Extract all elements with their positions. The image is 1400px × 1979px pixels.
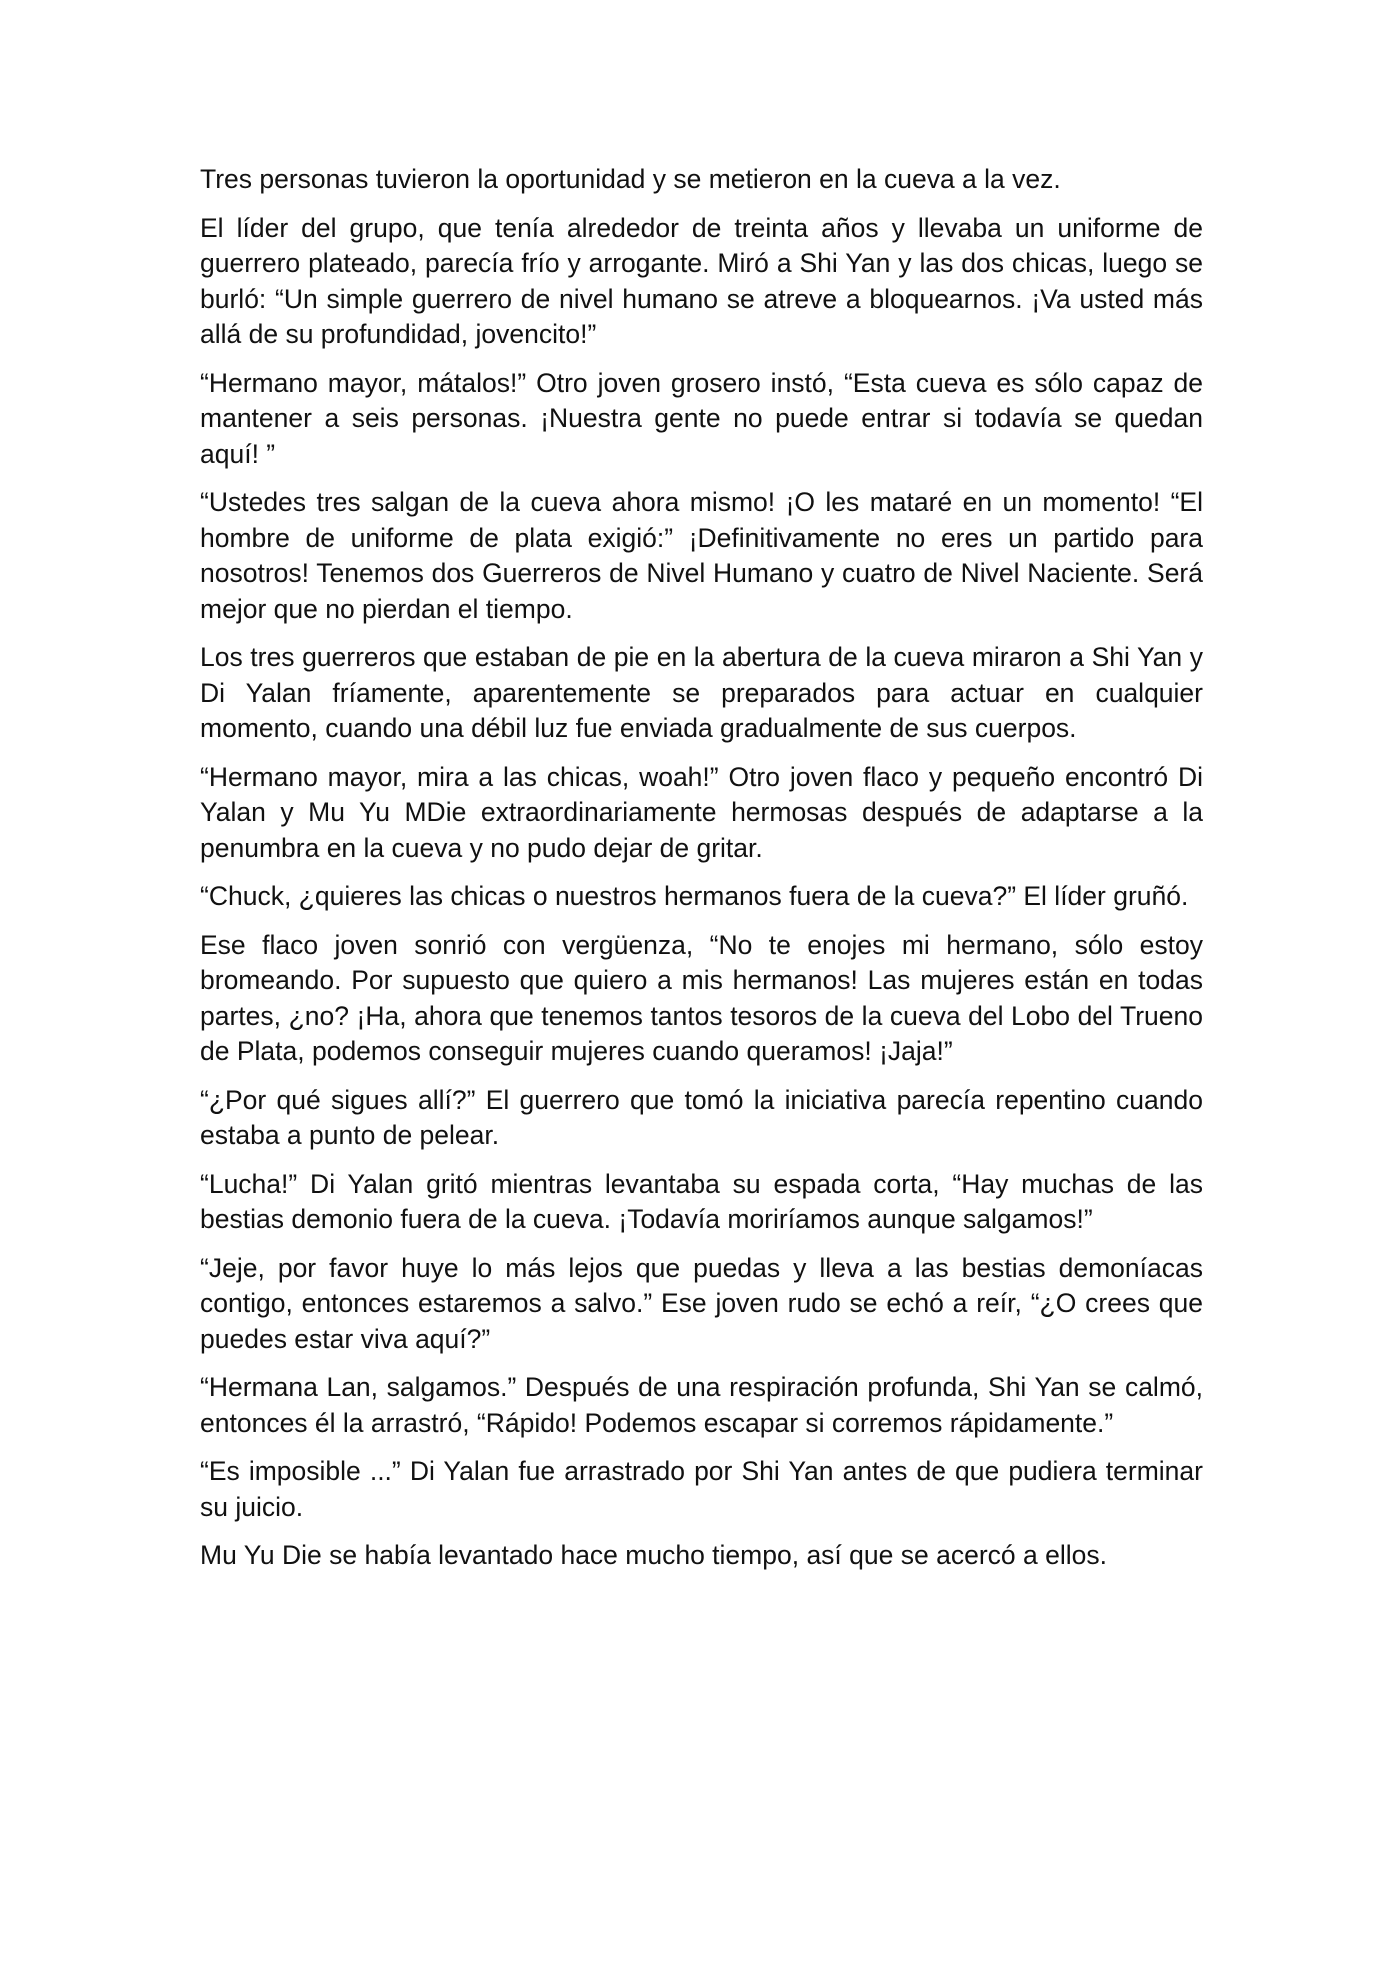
- paragraph: “Lucha!” Di Yalan gritó mientras levantaba su espada corta, “Hay muchas de las bestias demonio fuera de la cueva. ¡Todavía moriríamos aunque salgamos!”: [200, 1168, 1203, 1234]
- paragraph: Los tres guerreros que estaban de pie en la abertura de la cueva miraron a Shi Yan y Di Yalan fríamente, aparentemente se preparados para actuar en cualquier momento, cuando una débil luz fue enviada gradualmente de sus cuerpos.: [200, 642, 1203, 743]
- paragraph: “Hermano mayor, mira a las chicas, woah!” Otro joven flaco y pequeño encontró Di Yalan y Mu Yu MDie extraordinariamente hermosas después de adaptarse a la penumbra en la cueva y no pudo dejar de gritar.: [200, 761, 1203, 863]
- paragraph: “¿Por qué sigues allí?” El guerrero que tomó la iniciativa parecía repentino cuando estaba a punto de pelear.: [200, 1084, 1203, 1150]
- paragraph: El líder del grupo, que tenía alrededor de treinta años y llevaba un uniforme de guerrero plateado, parecía frío y arrogante. Miró a Shi Yan y las dos chicas, luego se burló: “Un simple guerrero de nivel humano se atreve a bloquearnos. ¡Va usted más allá de su profundidad, jovencito!”: [200, 212, 1203, 349]
- body-text: [200, 162, 1203, 1587]
- paragraph: “Ustedes tres salgan de la cueva ahora mismo! ¡O les mataré en un momento! “El hombre de uniforme de plata exigió:” ¡Definitivamente no eres un partido para nosotros! Tenemos dos Guerreros de Nivel Humano y cuatro de Nivel Naciente. Será mejor que no pierdan el tiempo.: [200, 487, 1203, 624]
- paragraph: “Hermano mayor, mátalos!” Otro joven grosero instó, “Esta cueva es sólo capaz de mantener a seis personas. ¡Nuestra gente no puede entrar si todavía se quedan aquí! ”: [200, 367, 1203, 469]
- paragraph: “Hermana Lan, salgamos.” Después de una respiración profunda, Shi Yan se calmó, entonces él la arrastró, “Rápido! Podemos escapar si corremos rápidamente.”: [200, 1372, 1203, 1438]
- paragraph: Tres personas tuvieron la oportunidad y se metieron en la cueva a la vez.: [200, 164, 1061, 194]
- paragraph: “Es imposible ...” Di Yalan fue arrastrado por Shi Yan antes de que pudiera terminar su juicio.: [200, 1456, 1203, 1522]
- paragraph: Ese flaco joven sonrió con vergüenza, “No te enojes mi hermano, sólo estoy bromeando. Por supuesto que quiero a mis hermanos! Las mujeres están en todas partes, ¿no? ¡Ha, ahora que tenemos tantos tesoros de la cueva del Lobo del Trueno de Plata, podemos conseguir mujeres cuando queramos! ¡Jaja!”: [200, 929, 1203, 1066]
- paragraph: “Jeje, por favor huye lo más lejos que puedas y lleva a las bestias demoníacas contigo, entonces estaremos a salvo.” Ese joven rudo se echó a reír, “¿O crees que puedes estar viva aquí?”: [200, 1252, 1203, 1354]
- paragraph: “Chuck, ¿quieres las chicas o nuestros hermanos fuera de la cueva?” El líder gruñó.: [200, 881, 1189, 911]
- paragraph: Mu Yu Die se había levantado hace mucho tiempo, así que se acercó a ellos.: [200, 1540, 1107, 1570]
